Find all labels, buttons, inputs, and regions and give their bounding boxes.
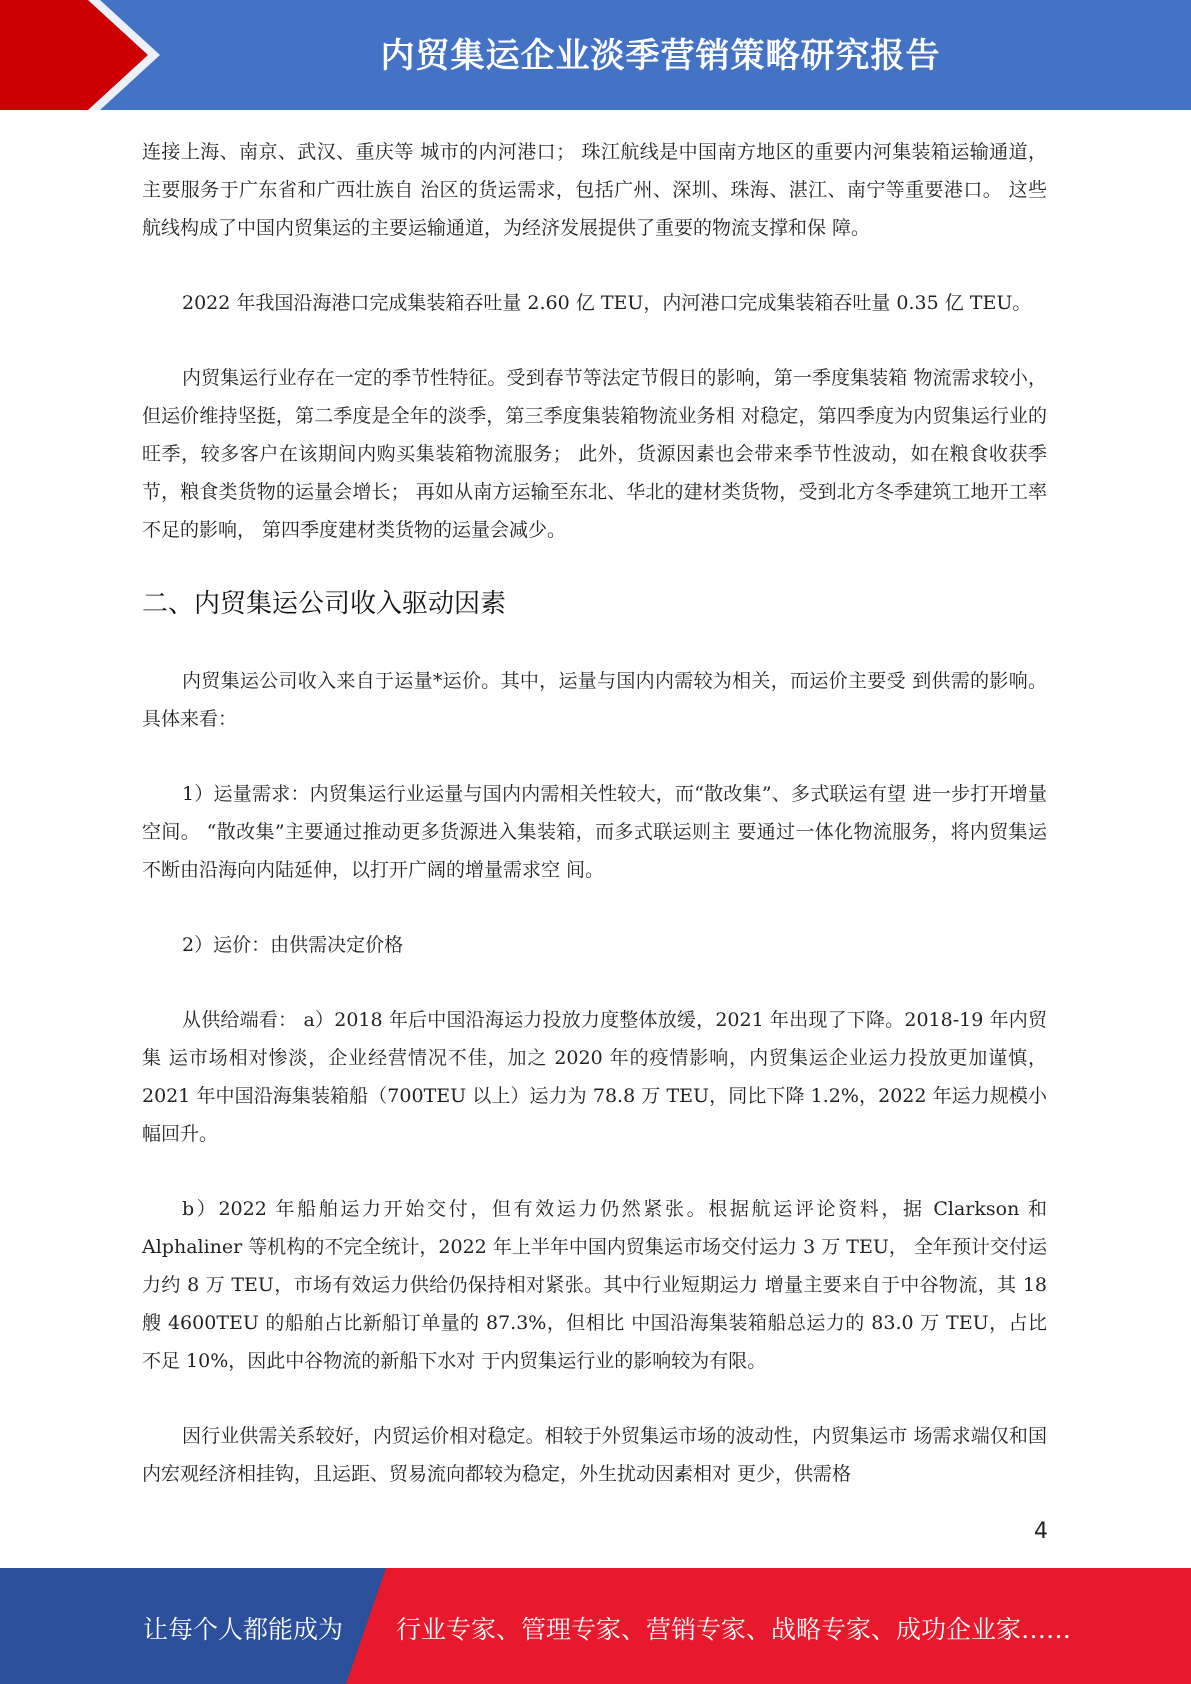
paragraph-5: 1）运量需求：内贸集运行业运量与国内内需相关性较大，而“散改集”、多式联运有望 进一步打开增量空间。 “散改集”主要通过推动更多货源进入集装箱，而多式联运则主 要通过一体化物流服务，将内贸集运不断由沿海向内陆延伸，以打开广阔的增量需求空 间。	[142, 783, 1047, 881]
paragraph-1: 连接上海、南京、武汉、重庆等 城市的内河港口； 珠江航线是中国南方地区的重要内河集装箱运输通道，主要服务于广东省和广西壮族自 治区的货运需求，包括广州、深圳、珠海、湛江、南宁等重要港口。 这些航线构成了中国内贸集运的主要运输通道，为经济发展提供了重要的物流支撑和保 障。	[142, 141, 1047, 239]
footer-slogan-left: 让每个人都能成为	[143, 1615, 344, 1644]
document-body	[142, 133, 1047, 1530]
page-header	[0, 0, 1191, 110]
paragraph-3: 内贸集运行业存在一定的季节性特征。受到春节等法定节假日的影响，第一季度集装箱 物流需求较小，但运价维持坚挺，第二季度是全年的淡季，第三季度集装箱物流业务相 对稳定，第四季度为内贸集运行业的旺季，较多客户在该期间内购买集装箱物流服务； 此外，货源因素也会带来季节性波动，如在粮食收获季节，粮食类货物的运量会增长； 再如从南方运输至东北、华北的建材类货物，受到北方冬季建筑工地开工率不足的影响， 第四季度建材类货物的运量会减少。	[142, 367, 1047, 541]
paragraph-6: 2）运价：由供需决定价格	[182, 934, 404, 956]
page-footer	[0, 1568, 1191, 1684]
footer-slogan-right: 行业专家、管理专家、营销专家、战略专家、成功企业家……	[396, 1615, 1072, 1644]
paragraph-7: 从供给端看： a）2018 年后中国沿海运力投放力度整体放缓，2021 年出现了下降。2018-19 年内贸集 运市场相对惨淡，企业经营情况不佳，加之 2020 年的疫情影响，内贸集运企业运力投放更加谨慎， 2021 年中国沿海集装箱船（700TEU 以上）运力为 78.8 万 TEU，同比下降 1.2%，2022 年运力规模小幅回升。	[142, 1009, 1047, 1145]
paragraph-2: 2022 年我国沿海港口完成集装箱吞吐量 2.60 亿 TEU，内河港口完成集装箱吞吐量 0.35 亿 TEU。	[182, 292, 1032, 314]
paragraph-8: b）2022 年船舶运力开始交付，但有效运力仍然紧张。根据航运评论资料，据 Clarkson 和 Alphaliner 等机构的不完全统计，2022 年上半年中国内贸集运市场交付运力 3 万 TEU， 全年预计交付运力约 8 万 TEU，市场有效运力供给仍保持相对紧张。其中行业短期运力 增量主要来自于中谷物流，其 18 艘 4600TEU 的船舶占比新船订单量的 87.3%，但相比 中国沿海集装箱船总运力的 83.0 万 TEU，占比不足 10%，因此中谷物流的新船下水对 于内贸集运行业的影响较为有限。	[142, 1198, 1047, 1372]
section-heading: 二、内贸集运公司收入驱动因素	[142, 589, 507, 619]
page-number: 4	[1034, 1519, 1048, 1544]
header-title: 内贸集运企业淡季营销策略研究报告	[380, 36, 941, 76]
paragraph-4: 内贸集运公司收入来自于运量*运价。其中，运量与国内内需较为相关，而运价主要受 到供需的影响。具体来看：	[142, 670, 1047, 730]
paragraph-9: 因行业供需关系较好，内贸运价相对稳定。相较于外贸集运市场的波动性，内贸集运市 场需求端仅和国内宏观经济相挂钩，且运距、贸易流向都较为稳定，外生扰动因素相对 更少，供需格	[142, 1425, 1047, 1485]
